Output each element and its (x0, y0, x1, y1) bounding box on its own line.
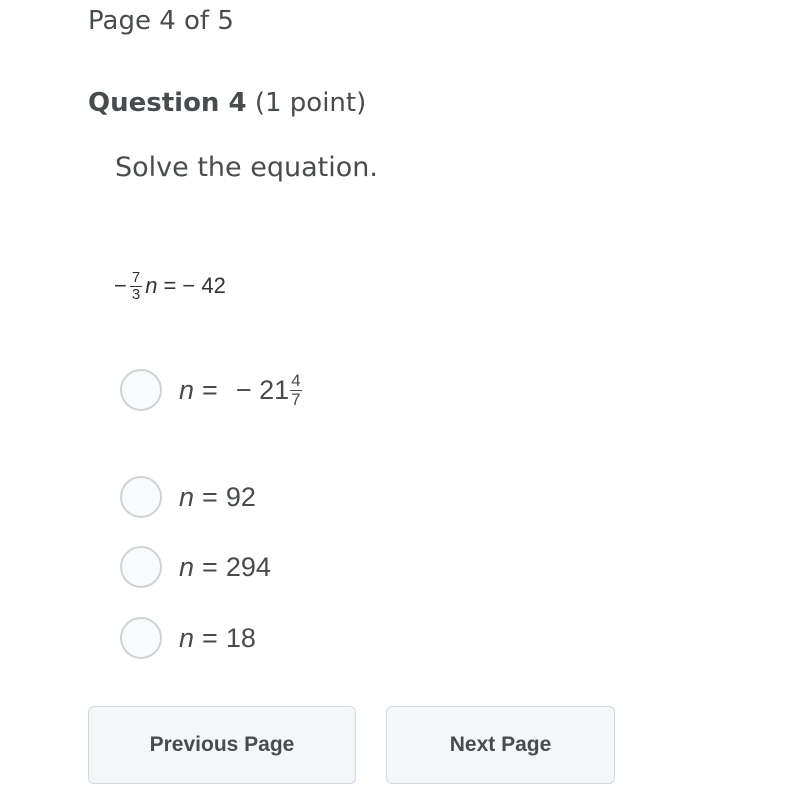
option-fraction-denominator: 7 (291, 389, 301, 409)
question-prompt: Solve the equation. (115, 152, 378, 183)
question-label: Question 4 (88, 88, 247, 118)
answer-option-1[interactable] (120, 369, 302, 411)
previous-page-button[interactable]: Previous Page (88, 706, 356, 784)
equation-rhs: = − 42 (163, 273, 226, 298)
option-equals: = (202, 374, 218, 405)
radio-button[interactable] (120, 546, 162, 588)
radio-button[interactable] (120, 617, 162, 659)
answer-option-2[interactable] (120, 476, 256, 518)
question-title (88, 88, 366, 118)
option-fraction (290, 372, 301, 409)
answer-option-text (179, 623, 256, 654)
option-variable: n (179, 481, 195, 512)
equation-variable: n (145, 273, 158, 298)
equation-sign: − (114, 273, 127, 298)
option-value: − 21 (235, 374, 290, 405)
option-fraction-numerator: 4 (291, 370, 301, 390)
radio-button[interactable] (120, 369, 162, 411)
option-equals: = (202, 481, 218, 512)
answer-option-3[interactable] (120, 546, 271, 588)
option-value: 18 (225, 622, 256, 653)
option-equals: = (202, 622, 218, 653)
option-variable: n (179, 622, 195, 653)
option-equals: = (202, 551, 218, 582)
equation-numerator: 7 (131, 268, 141, 286)
radio-button[interactable] (120, 476, 162, 518)
equation-denominator: 3 (131, 285, 141, 303)
option-variable: n (179, 374, 195, 405)
question-points: (1 point) (254, 88, 367, 118)
answer-option-4[interactable] (120, 617, 256, 659)
answer-option-text (179, 552, 271, 583)
equation (114, 258, 226, 314)
next-page-button[interactable]: Next Page (386, 706, 615, 784)
equation-fraction (130, 270, 142, 303)
option-value: 294 (225, 551, 271, 582)
option-variable: n (179, 551, 195, 582)
answer-option-text (179, 482, 256, 513)
answer-option-text (179, 372, 302, 409)
option-value: 92 (225, 481, 256, 512)
page-indicator: Page 4 of 5 (88, 6, 234, 36)
